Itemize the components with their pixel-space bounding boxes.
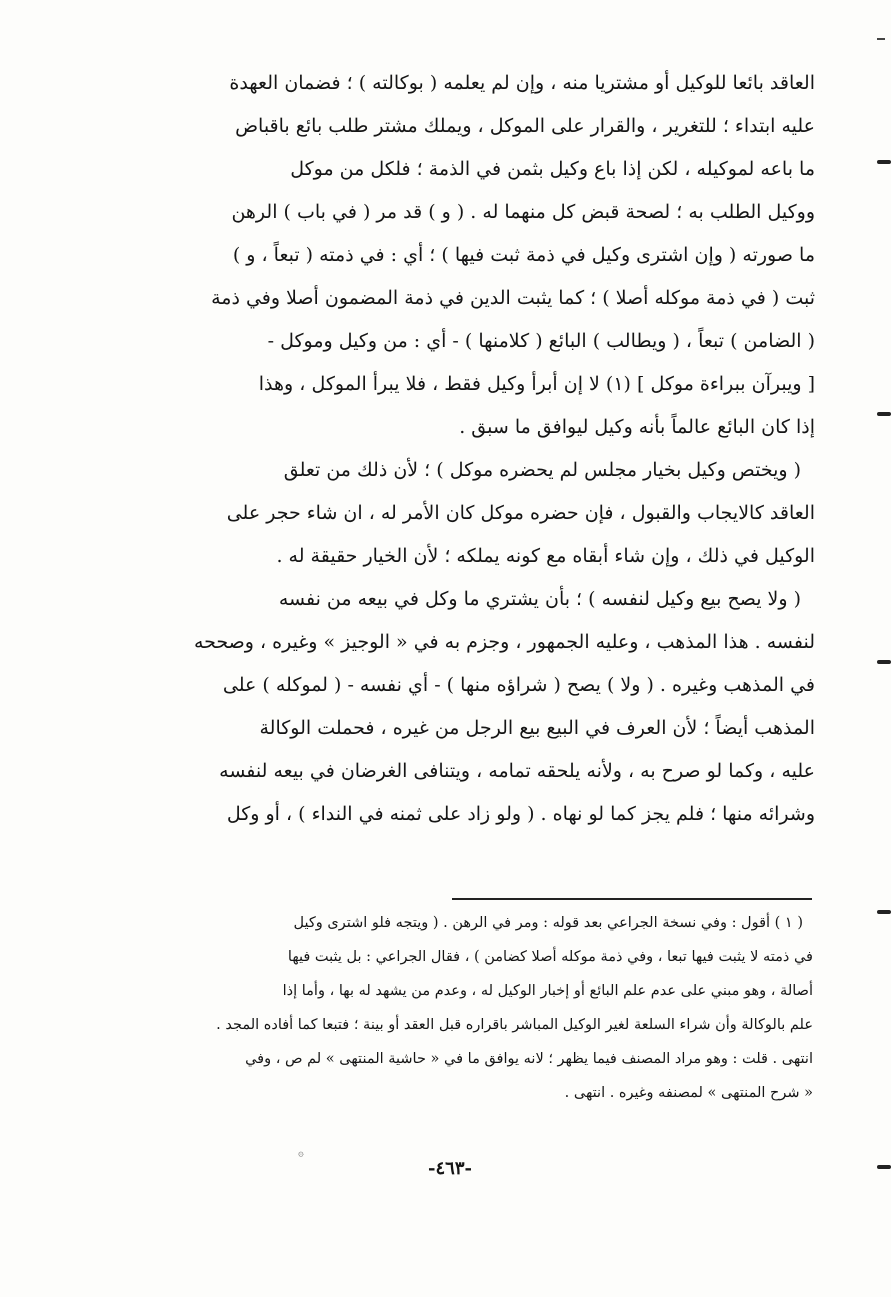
page-number: -٤٦٣- — [428, 1158, 472, 1179]
text-line: إذا كان البائع عالماً بأنه وكيل ليوافق ما سبق . — [459, 416, 815, 438]
footnote-line: « شرح المنتهى » لمصنفه وغيره . انتهى . — [564, 1085, 813, 1101]
footnotes-section — [95, 906, 813, 1110]
main-text-body — [95, 62, 815, 836]
footnote-line: في ذمته لا يثبت فيها تبعا ، وفي ذمة موكله أصلا كضامن ) ، فقال الجراعي : بل يثبت فيها — [287, 949, 813, 965]
scan-corner-mark — [877, 38, 885, 40]
text-line: ما باعه لموكيله ، لكن إذا باع وكيل بثمن في الذمة ؛ فلكل من موكل — [290, 158, 815, 180]
footnote-separator — [452, 898, 812, 900]
scan-edge-mark — [877, 412, 891, 416]
footnote-line: ( ١ ) أقول : وفي نسخة الجراعي بعد قوله : ومر في الرهن . ( ويتجه فلو اشترى وكيل — [293, 915, 803, 931]
text-line: ما صورته ( وإن اشترى وكيل في ذمة ثبت فيها ) ؛ أي : في ذمته ( تبعاً ، و ) — [232, 244, 815, 266]
text-line: العاقد كالايجاب والقبول ، فإن حضره موكل كان الأمر له ، ان شاء حجر على — [226, 502, 815, 524]
scan-edge-mark — [877, 160, 891, 164]
scan-edge-mark — [877, 910, 891, 914]
scan-edge-mark — [877, 660, 891, 664]
text-line: لنفسه . هذا المذهب ، وعليه الجمهور ، وجزم به في « الوجيز » وغيره ، وصححه — [193, 631, 815, 653]
text-line: ( الضامن ) تبعاً ، ( ويطالب ) البائع ( كلامنها ) - أي : من وكيل وموكل - — [267, 330, 815, 352]
text-line: [ ويبرآن ببراءة موكل ] (١) لا إن أبرأ وكيل فقط ، فلا يبرأ الموكل ، وهذا — [258, 373, 815, 395]
footnote-line: انتهى . قلت : وهو مراد المصنف فيما يظهر ؛ لانه يوافق ما في « حاشية المنتهى » لم ص ، وفي — [245, 1051, 813, 1067]
footnote-line: علم بالوكالة وأن شراء السلعة لغير الوكيل المباشر باقراره قبل العقد أو بينة ؛ فتبعا كما أفاده المجد . — [216, 1017, 813, 1033]
footnote-line: أصالة ، وهو مبني على عدم علم البائع أو إخبار الوكيل له ، وعدم من يشهد له بها ، وأما إذا — [282, 983, 813, 999]
text-line-paragraph-start: ( ويختص وكيل بخيار مجلس لم يحضره موكل ) ؛ لأن ذلك من تعلق — [283, 459, 801, 481]
text-line: عليه ابتداء ؛ للتغرير ، والقرار على الموكل ، ويملك مشتر طلب بائع باقباض — [235, 115, 815, 137]
text-line: ووكيل الطلب به ؛ لصحة قبض كل منهما له . ( و ) قد مر ( في باب ) الرهن — [231, 201, 815, 223]
text-line: ثبت ( في ذمة موكله أصلا ) ؛ كما يثبت الدين في ذمة المضمون أصلا وفي ذمة — [211, 287, 815, 309]
scan-edge-mark — [877, 1165, 891, 1169]
text-line: الوكيل في ذلك ، وإن شاء أبقاه مع كونه يملكه ؛ لأن الخيار حقيقة له . — [276, 545, 815, 567]
text-line: في المذهب وغيره . ( ولا ) يصح ( شراؤه منها ) - أي نفسه - ( لموكله ) على — [222, 674, 815, 696]
text-line: وشرائه منها ؛ فلم يجز كما لو نهاه . ( ولو زاد على ثمنه في النداء ) ، أو وكل — [226, 803, 815, 825]
text-line: المذهب أيضاً ؛ لأن العرف في البيع بيع الرجل من غيره ، فحملت الوكالة — [259, 717, 815, 739]
text-line: العاقد بائعا للوكيل أو مشتريا منه ، وإن لم يعلمه ( بوكالته ) ؛ فضمان العهدة — [229, 72, 815, 94]
ornament-glyph: ۞ — [298, 1148, 304, 1159]
text-line-paragraph-start: ( ولا يصح بيع وكيل لنفسه ) ؛ بأن يشتري ما وكل في بيعه من نفسه — [278, 588, 801, 610]
text-line: عليه ، وكما لو صرح به ، ولأنه يلحقه تمامه ، ويتنافى الغرضان في بيعه لنفسه — [219, 760, 815, 782]
